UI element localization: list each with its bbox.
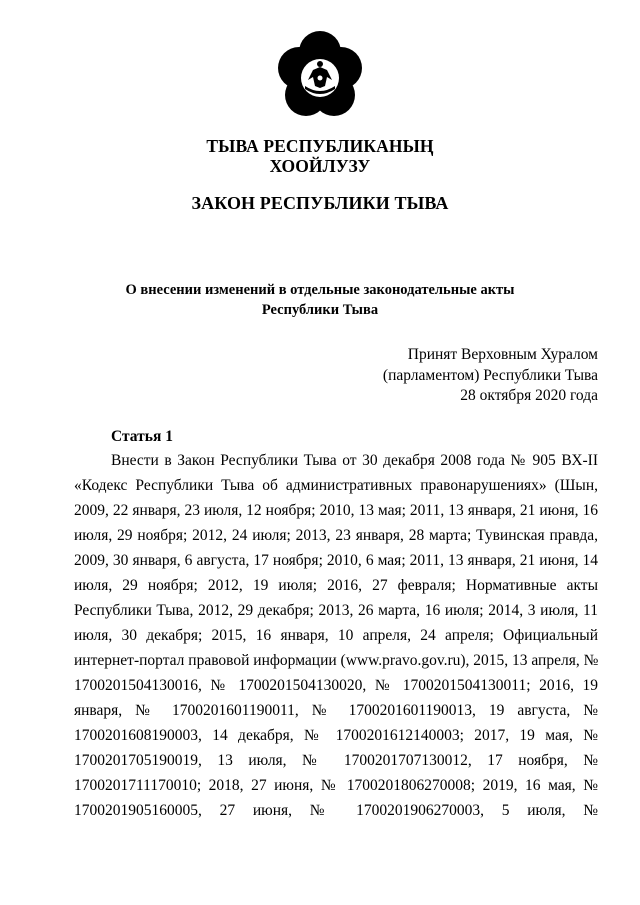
adoption-date: 28 октября 2020 года bbox=[460, 387, 598, 404]
law-title: ЗАКОН РЕСПУБЛИКИ ТЫВА bbox=[191, 193, 449, 213]
adoption-line-2: (парламентом) Республики Тыва bbox=[382, 367, 598, 384]
law-subject-line-2: Республики Тыва bbox=[261, 302, 379, 318]
article-text-line: Республики Тыва, 2012, 29 декабря; 2013, 26 марта, 16 июля; 2014, 3 июля, 11 bbox=[74, 602, 598, 619]
article-text-line: интернет-портал правовой информации (www.pravo.gov.ru), 2015, 13 апреля, № bbox=[74, 652, 599, 669]
article-text-line: июля, 30 декабря; 2015, 16 января, 10 апреля, 24 апреля; Официальный bbox=[74, 627, 598, 644]
law-subject-line-1: О внесении изменений в отдельные законодательные акты bbox=[125, 282, 515, 298]
article-text-line: 2009, 30 января, 6 августа, 17 ноября; 2010, 6 мая; 2011, 13 января, 21 июня, 14 bbox=[74, 552, 598, 569]
article-text-line: января, № 1700201601190011, № 1700201601190013, 19 августа, № bbox=[74, 702, 598, 719]
article-text-line: 1700201711170010; 2018, 27 июня, № 1700201806270008; 2019, 16 мая, № bbox=[74, 777, 598, 794]
article-text-line: июля, 29 ноября; 2012, 24 июля; 2013, 23 января, 28 марта; Тувинская правда, bbox=[74, 527, 598, 544]
article-heading: Статья 1 bbox=[111, 428, 173, 445]
article-text-line: июля, 29 ноября; 2012, 19 июля; 2016, 27 февраля; Нормативные акты bbox=[74, 577, 598, 594]
khural-title: ХООЙЛУЗУ bbox=[269, 156, 371, 176]
article-text-line: 1700201504130016, № 1700201504130020, № 1700201504130011; 2016, 19 bbox=[74, 677, 598, 694]
article-text-line: 2009, 22 января, 23 июля, 12 ноября; 2010, 13 мая; 2011, 13 января, 21 июня, 16 bbox=[74, 502, 598, 519]
emblem-icon bbox=[275, 30, 365, 122]
article-text-line: «Кодекс Республики Тыва об административных правонарушениях» (Шын, bbox=[74, 477, 598, 494]
adoption-line-1: Принят Верховным Хуралом bbox=[407, 346, 598, 363]
article-text-line: 1700201905160005, 27 июня, № 1700201906270003, 5 июля, № bbox=[74, 802, 598, 819]
article-text-line: 1700201705190019, 13 июля, № 1700201707130012, 17 ноября, № bbox=[74, 752, 598, 769]
article-text-line: 1700201608190003, 14 декабря, № 1700201612140003; 2017, 19 мая, № bbox=[74, 727, 598, 744]
article-text-line: Внести в Закон Республики Тыва от 30 декабря 2008 года № 905 ВХ-II bbox=[111, 452, 598, 469]
republic-title: ТЫВА РЕСПУБЛИКАНЫҢ bbox=[206, 136, 434, 156]
